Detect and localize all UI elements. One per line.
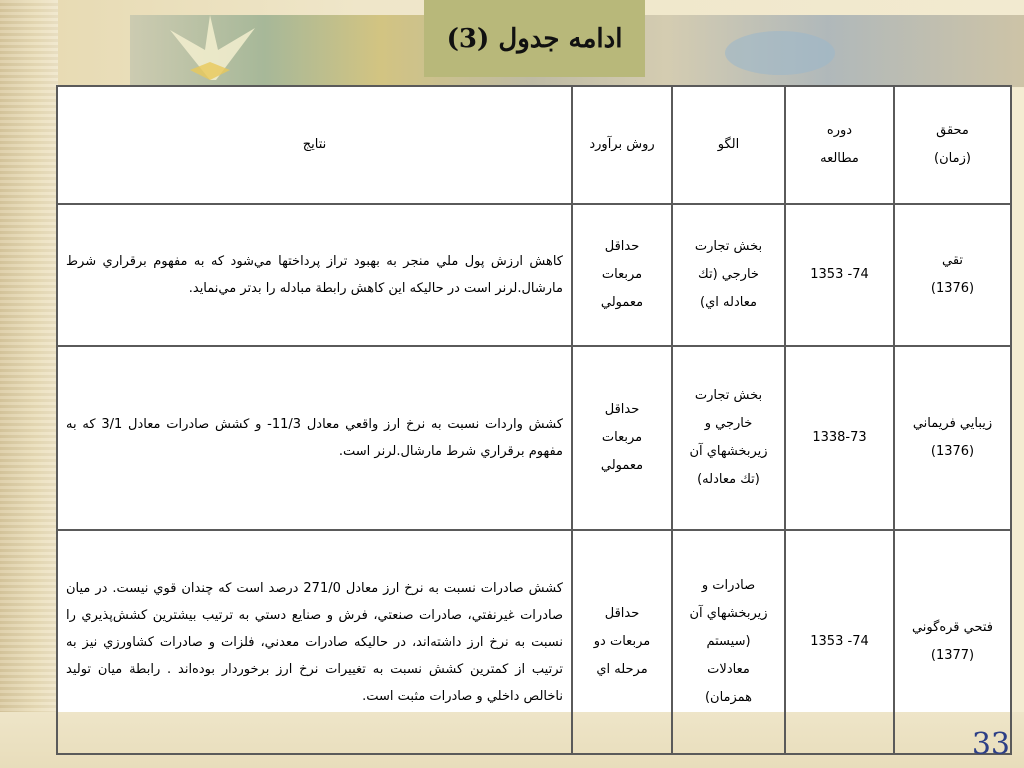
cell-researcher: فتحي قره‌گوني (1377) bbox=[894, 530, 1011, 754]
header-model: الگو bbox=[672, 86, 785, 204]
header-method: روش برآورد bbox=[572, 86, 672, 204]
cell-researcher: تقي (1376) bbox=[894, 204, 1011, 346]
cell-results: كاهش ارزش پول ملي منجر به بهبود تراز پرداختها مي‌شود كه به مفهوم برقراري شرط مارشال.لرنر است در حاليكه اين كاهش رابطة مبادله را بدتر مي‌نمايد. bbox=[57, 204, 572, 346]
header-results: نتايج bbox=[57, 86, 572, 204]
slide-title: ادامه جدول (3) bbox=[446, 23, 623, 54]
cell-model: صادرات و زيربخشهاي آن (سيستم معادلات همزمان) bbox=[672, 530, 785, 754]
table-row bbox=[57, 346, 1011, 530]
title-box bbox=[424, 0, 645, 77]
cell-period: 74- 1353 bbox=[785, 530, 894, 754]
header-researcher: محقق (زمان) bbox=[894, 86, 1011, 204]
background-left-strip bbox=[0, 0, 58, 768]
cell-model: بخش تجارت خارجي (تك معادله اي) bbox=[672, 204, 785, 346]
results-table bbox=[56, 85, 1012, 755]
cell-method: حداقل مربعات دو مرحله اي bbox=[572, 530, 672, 754]
cell-period: 74- 1353 bbox=[785, 204, 894, 346]
results-table-container bbox=[56, 85, 1012, 712]
cell-method: حداقل مربعات معمولي bbox=[572, 346, 672, 530]
leaf-decoration-icon bbox=[720, 18, 840, 88]
cell-results: كشش صادرات نسبت به نرخ ارز معادل 271/0 درصد است كه چندان قوي نيست. در ميان صادرات غيرنفتي، صادرات صنعتي، فرش و صنايع دستي به ترتيب بيشترين كشش‌پذيري را نسبت به نرخ ارز داشته‌اند، در حاليكه صادرات معدني، فلزات و صادرات كشاورزي نيز به ترتيب از كمترين كشش نسبت به تغييرات نرخ ارز برخوردار بوده‌اند . رابطة ميان توليد ناخالص داخلي و صادرات مثبت است. bbox=[57, 530, 572, 754]
table-row bbox=[57, 204, 1011, 346]
header-period: دوره مطالعه bbox=[785, 86, 894, 204]
cell-period: 1338-73 bbox=[785, 346, 894, 530]
page-number: 33 bbox=[971, 727, 1010, 762]
cell-method: حداقل مربعات معمولي bbox=[572, 204, 672, 346]
flower-decoration-icon bbox=[150, 10, 270, 88]
table-header-row bbox=[57, 86, 1011, 204]
cell-results: كشش واردات نسبت به نرخ ارز واقعي معادل 11/3- و كشش صادرات معادل 3/1 كه به مفهوم برقراري شرط مارشال.لرنر است. bbox=[57, 346, 572, 530]
cell-model: بخش تجارت خارجي و زيربخشهاي آن (تك معادله) bbox=[672, 346, 785, 530]
cell-researcher: زيبايي فريماني (1376) bbox=[894, 346, 1011, 530]
table-row bbox=[57, 530, 1011, 754]
